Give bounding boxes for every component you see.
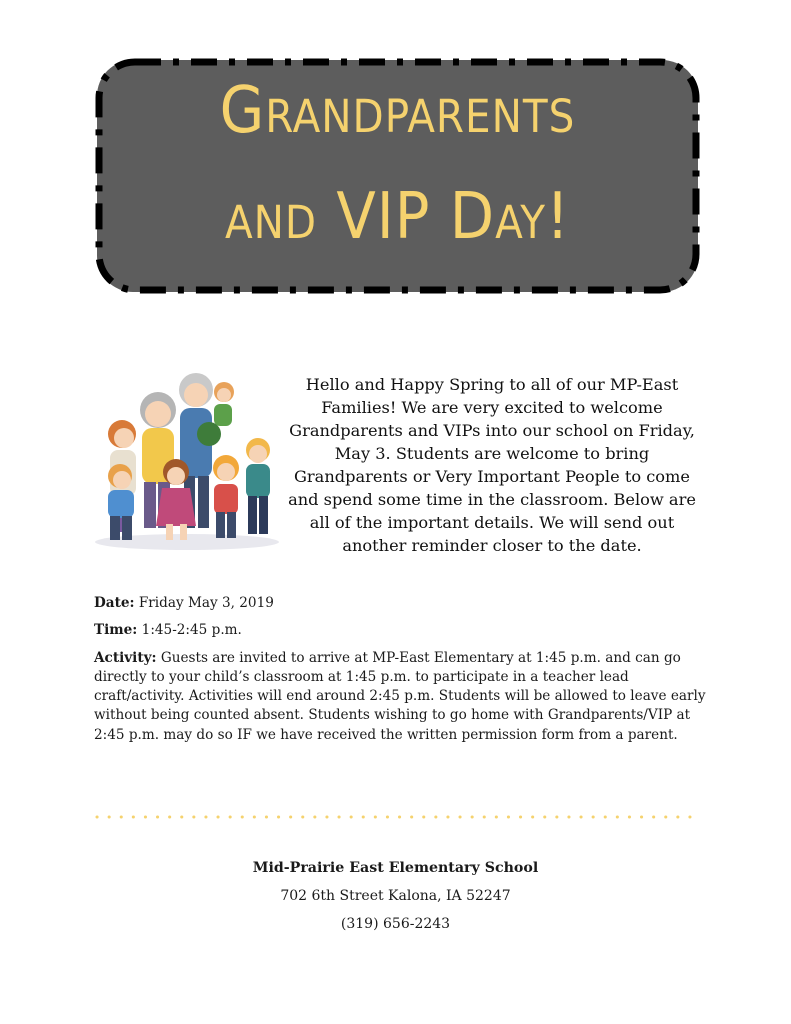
event-details bbox=[94, 594, 706, 753]
time-label: Time: bbox=[94, 622, 138, 639]
activity-value: Guests are invited to arrive at MP-East Elementary at 1:45 p.m. and can go directly to your child’s classroom at 1:45 p.m. to participate in a teacher lead craft/activity. Activities will end around 2:45 p.m. Students will be allowed to leave early without being counted absent. Students wishing to go home with Grandparents/VIP at 2:45 p.m. may do so IF we have received the written permission form from a parent. bbox=[94, 649, 706, 743]
school-footer bbox=[0, 857, 791, 941]
banner-title-line2: and VIP Day! bbox=[224, 180, 571, 254]
date-row bbox=[94, 594, 706, 613]
activity-row bbox=[94, 649, 706, 745]
intro-paragraph: Hello and Happy Spring to all of our MP-East Families! We are very excited to welcome Grandparents and VIPs into our school on Friday, May 3. Students are welcome to bring Grandparents or Very Important People to come and spend some time in the classroom. Below are all of the important details. We will send out another reminder closer to the date. bbox=[288, 375, 696, 555]
date-value: Friday May 3, 2019 bbox=[134, 595, 274, 611]
dotted-divider bbox=[95, 814, 700, 820]
grandparents-with-children-illustration bbox=[92, 368, 282, 554]
banner-title-line1: Grandparents bbox=[219, 74, 576, 148]
time-row bbox=[94, 621, 706, 640]
school-name: Mid-Prairie East Elementary School bbox=[252, 860, 539, 876]
school-address: 702 6th Street Kalona, IA 52247 bbox=[280, 888, 511, 904]
activity-label: Activity: bbox=[94, 649, 157, 666]
school-phone: (319) 656-2243 bbox=[340, 916, 451, 932]
time-value: 1:45-2:45 p.m. bbox=[137, 622, 242, 639]
date-label: Date: bbox=[94, 595, 135, 611]
title-banner bbox=[97, 60, 698, 292]
